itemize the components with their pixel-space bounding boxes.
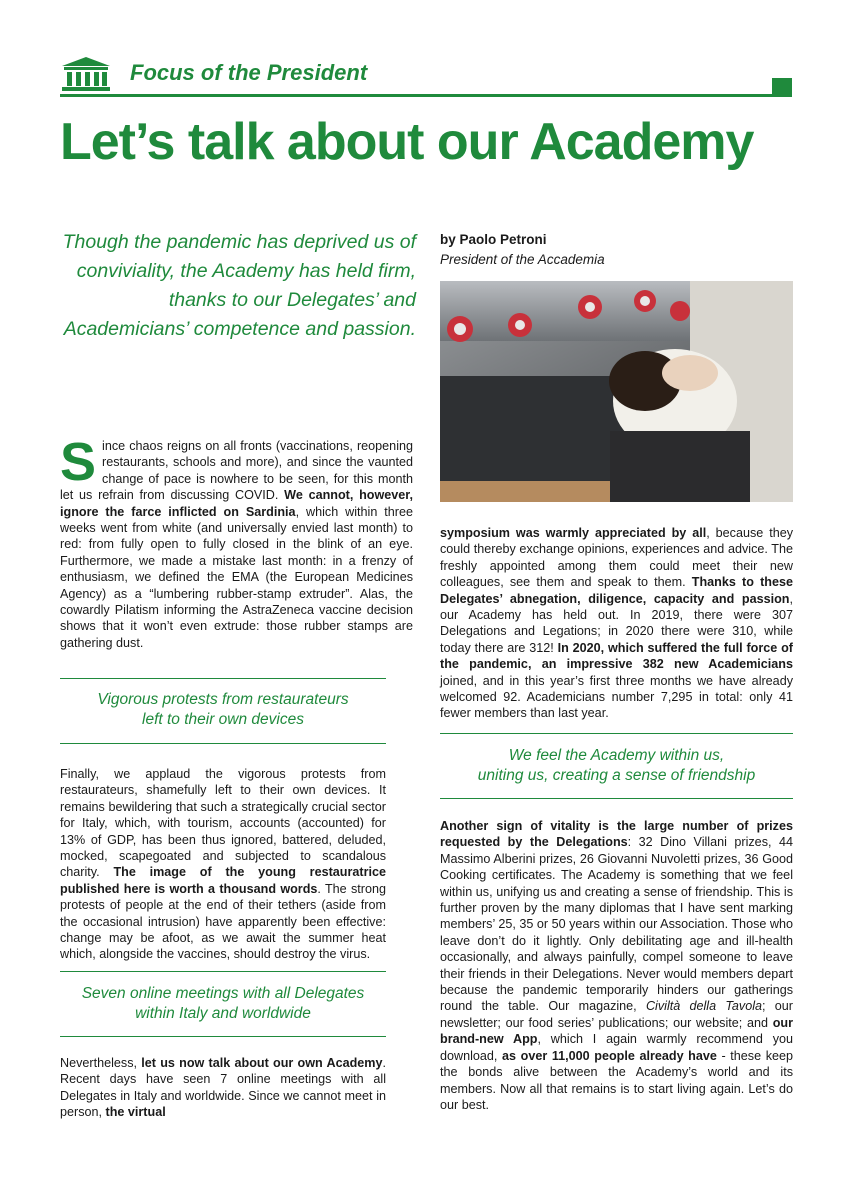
meetings-paragraph: Nevertheless, let us now talk about our own Academy. Recent days have seen 7 online meetings with all Delegates in Italy and worldwide. Since we cannot meet in person, the virtual <box>60 1056 387 1120</box>
subhead-meetings: Seven online meetings with all Delegates within Italy and worldwide <box>81 985 365 1022</box>
dropcap: S <box>60 432 97 492</box>
continued-paragraph: symposium was warmly appreciated by all, because they could thereby exchange opinions, experiences and advice. The freshly appointed among them could meet their new colleagues, see them and speak to them. Thanks to these Delegates’ abnegation, diligence, capacity and passion, our Academy has held out. In 2019, there were 307 Delegations and Legations; in 2020 there were 310, while today there are 312! In 2020, which suffered the full force of the pandemic, an impressive 382 new Academicians joined, and in this year’s first three months we have already welcomed 92. Academicians number 7,295 in total: only 41 fewer members than last year. <box>440 526 794 721</box>
restauratrice-photo <box>440 281 793 502</box>
subhead-rule <box>60 743 386 744</box>
subhead-rule <box>60 678 386 679</box>
vitality-paragraph: Another sign of vitality is the large number of prizes requested by the Delegations: 32 Dino Villani prizes, 44 Massimo Alberini prizes, 26 Giovanni Nuvoletti prizes, 36 Good Cooking certificates. The Academy is something that we feel within us, unifying us and creating a sense of friendship. This is further proven by the many diplomas that I have sent marking members’ 25, 35 or 50 years within our Association. Those who leave don’t do it lightly. Only debilitating age and ill-health occasionally, and always painfully, compel someone to leave their friends in their Delegations. Never would members depart because the pandemic temporarily hinders our gatherings round the table. Our magazine, Civiltà della Tavola; our newsletter; our food series’ publications; our website; and our brand-new App, which I again warmly recommend you download, as over 11,000 people already have - these keep the bonds alive between the Academy’s world and its members. Now all that remains is to start living again. Let’s do our best. <box>440 819 794 1112</box>
subhead-friendship: We feel the Academy within us, uniting us, creating a sense of friendship <box>477 747 756 784</box>
page-title: Let’s talk about our Academy <box>60 113 754 171</box>
intro-paragraph: Since chaos reigns on all fronts (vaccinations, reopening restaurants, schools and more), and since the vaunted change of pace is nowhere to be seen, for this month let us refrain from discussing COVID. We cannot, however, ignore the farce inflicted on Sardinia, which within three weeks went from white (and universally envied last month) to red: from fully open to fully closed in the blink of an eye. Furthermore, we made a mistake last month: in a frenzy of enthusiasm, we defined the EMA (the European Medicines Agency) as a “lumbering rubber-stamp extruder”. Alas, the cowardly Pilatism informing the AstraZeneca vaccine decision shows that it won’t even extrude: those rubber stamps are gathering dust. <box>60 432 413 650</box>
section-label: Focus of the President <box>130 60 368 85</box>
temple-icon <box>60 56 112 92</box>
subhead-rule <box>60 1036 386 1037</box>
subhead-rule <box>440 733 793 734</box>
byline-author: by Paolo Petroni <box>440 232 547 247</box>
byline-role: President of the Accademia <box>440 252 605 267</box>
subhead-rule <box>60 971 386 972</box>
subhead-protests: Vigorous protests from restaurateurs left to their own devices <box>97 691 349 728</box>
header-rule <box>60 94 792 97</box>
byline <box>440 230 605 270</box>
lede: Though the pandemic has deprived us of conviviality, the Academy has held firm, thanks to our Delegates’ and Academicians’ competence and passion. <box>62 231 416 340</box>
subhead-rule <box>440 798 793 799</box>
header-square <box>772 78 792 97</box>
protests-paragraph: Finally, we applaud the vigorous protests from restaurateurs, shamefully left to their own devices. It remains bewildering that such a strategically crucial sector for Italy, which, with tourism, accounts (accounted) for 13% of GDP, has been thus ignored, battered, deluded, mocked, scapegoated and subjected to scandalous charity. The image of the young restauratrice published here is worth a thousand words. The strong protests of people at the end of their tethers (aside from the occasional intrusion) have apparently been effective: change may be afoot, as we await the summer heat which, alongside the vaccines, should destroy the virus. <box>60 767 386 962</box>
